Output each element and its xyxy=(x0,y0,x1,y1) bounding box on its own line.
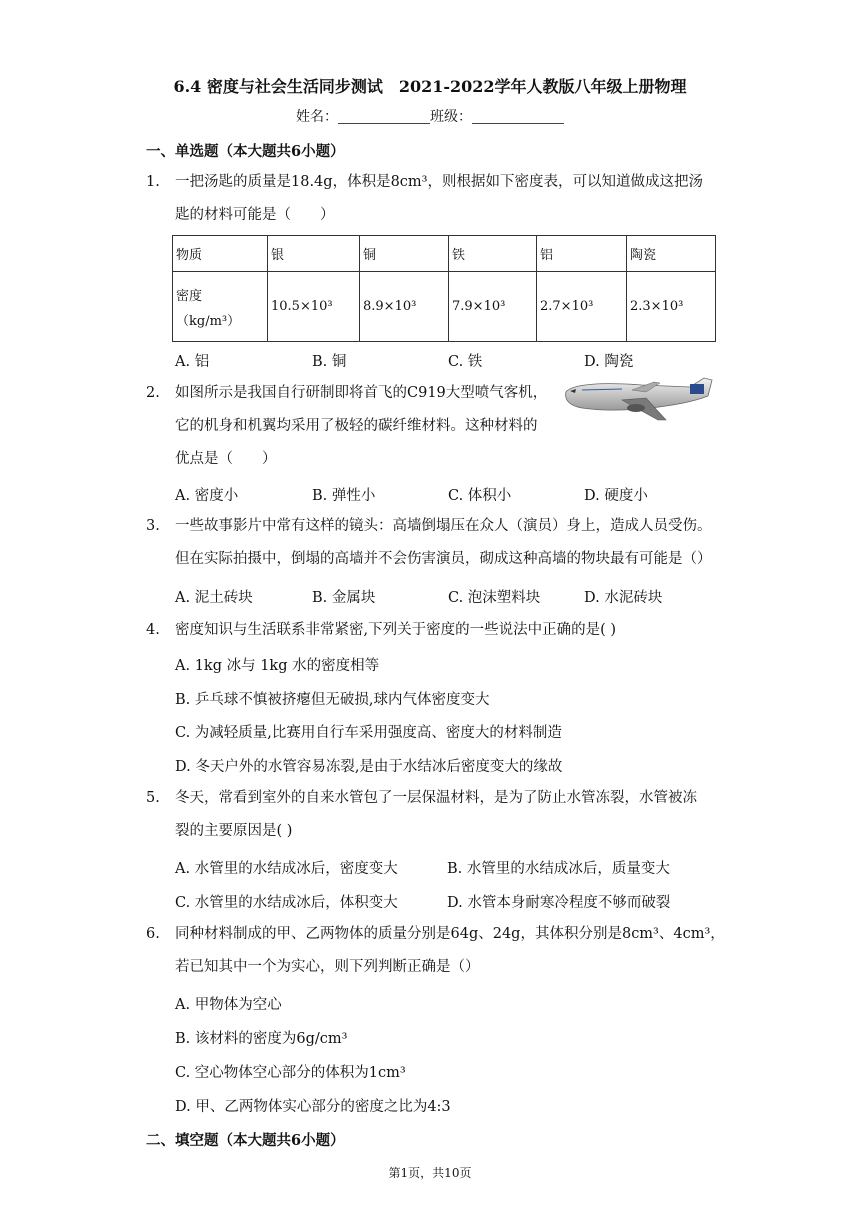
question-text: 裂的主要原因是( ) xyxy=(175,823,293,839)
option-c: C. 泡沫塑料块 xyxy=(448,590,541,606)
question-text: 一把汤匙的质量是18.4g，体积是8cm³，则根据如下密度表，可以知道做成这把汤 xyxy=(175,174,703,190)
option-d: D. 甲、乙两物体实心部分的密度之比为4:3 xyxy=(175,1099,451,1115)
page-footer: 第1页，共10页 xyxy=(388,1166,472,1180)
table-row-label xyxy=(173,272,268,342)
option-d: D. 陶瓷 xyxy=(584,354,634,370)
options-row xyxy=(175,350,735,376)
option-a: A. 甲物体为空心 xyxy=(175,997,282,1013)
option-b: B. 金属块 xyxy=(312,590,376,606)
option-a: A. 水管里的水结成冰后，密度变大 xyxy=(175,861,398,877)
question-text: 冬天，常看到室外的自来水管包了一层保温材料，是为了防止水管冻裂，水管被冻 xyxy=(175,790,697,806)
name-blank xyxy=(338,109,430,124)
page-title: 6.4 密度与社会生活同步测试 2021-2022学年人教版八年级上册物理 xyxy=(173,77,687,96)
density-table xyxy=(172,235,716,342)
question-text: 优点是（ ） xyxy=(175,451,277,467)
option-b: B. 该材料的密度为6g/cm³ xyxy=(175,1031,348,1047)
question-3 xyxy=(146,510,726,576)
options-row xyxy=(175,857,735,883)
options-row xyxy=(175,891,735,917)
question-text: 若已知其中一个为实心，则下列判断正确是（） xyxy=(175,959,480,975)
class-label: 班级： xyxy=(430,109,472,125)
question-text: 一些故事影片中常有这样的镜头：高墙倒塌压在众人（演员）身上，造成人员受伤。 xyxy=(175,518,712,534)
row-label-unit: （kg/m³） xyxy=(176,313,241,329)
option-a: A. 1kg 冰与 1kg 水的密度相等 xyxy=(175,658,380,674)
question-number: 2. xyxy=(146,385,160,401)
question-4 xyxy=(146,614,726,647)
option-d: D. 水管本身耐寒冷程度不够而破裂 xyxy=(447,895,671,911)
table-cell: 2.7×10³ xyxy=(537,272,627,342)
question-number: 1. xyxy=(146,174,160,190)
option-c: C. 为减轻质量,比赛用自行车采用强度高、密度大的材料制造 xyxy=(175,725,562,741)
question-text: 如图所示是我国自行研制即将首飞的C919大型喷气客机， xyxy=(175,385,548,401)
row-label-density: 密度 xyxy=(176,288,203,304)
option-d: D. 水泥砖块 xyxy=(584,590,663,606)
table-header-cell: 铁 xyxy=(449,236,537,272)
question-text: 但在实际拍摄中，倒塌的高墙并不会伤害演员，砌成这种高墙的物块最有可能是（） xyxy=(175,551,712,567)
option-b: B. 水管里的水结成冰后，质量变大 xyxy=(447,861,670,877)
table-header-cell: 陶瓷 xyxy=(627,236,716,272)
question-text: 匙的材料可能是（ ） xyxy=(175,207,335,223)
class-blank xyxy=(472,109,564,124)
option-b: B. 弹性小 xyxy=(312,488,376,504)
table-header-cell: 银 xyxy=(268,236,360,272)
option-a: A. 泥土砖块 xyxy=(175,590,253,606)
question-2 xyxy=(146,377,566,476)
question-5 xyxy=(146,782,726,848)
question-1 xyxy=(146,166,726,232)
table-cell: 7.9×10³ xyxy=(449,272,537,342)
options-row xyxy=(175,484,735,510)
option-a: A. 密度小 xyxy=(175,488,239,504)
option-b: B. 铜 xyxy=(312,354,347,370)
question-number: 6. xyxy=(146,926,160,942)
option-c: C. 铁 xyxy=(448,354,483,370)
table-header-cell: 物质 xyxy=(173,236,268,272)
question-6 xyxy=(146,918,726,984)
table-cell: 8.9×10³ xyxy=(360,272,449,342)
option-d: D. 冬天户外的水管容易冻裂,是由于水结冰后密度变大的缘故 xyxy=(175,759,563,775)
question-number: 5. xyxy=(146,790,160,806)
option-c: C. 空心物体空心部分的体积为1cm³ xyxy=(175,1065,406,1081)
section-heading-fill-blank: 二、填空题（本大题共6小题） xyxy=(146,1132,345,1149)
options-row xyxy=(175,586,735,612)
table-header-cell: 铜 xyxy=(360,236,449,272)
name-class-line xyxy=(0,106,860,126)
option-a: A. 铝 xyxy=(175,354,210,370)
question-text: 它的机身和机翼均采用了极轻的碳纤维材料。这种材料的 xyxy=(175,418,538,434)
question-text: 同种材料制成的甲、乙两物体的质量分别是64g、24g，其体积分别是8cm³、4cm³， xyxy=(175,926,725,942)
option-c: C. 水管里的水结成冰后，体积变大 xyxy=(175,895,398,911)
question-text: 密度知识与生活联系非常紧密,下列关于密度的一些说法中正确的是( ) xyxy=(175,622,617,638)
airplane-icon xyxy=(562,376,714,422)
question-number: 3. xyxy=(146,518,160,534)
option-b: B. 乒乓球不慎被挤瘪但无破损,球内气体密度变大 xyxy=(175,692,490,708)
question-number: 4. xyxy=(146,622,160,638)
table-cell: 2.3×10³ xyxy=(627,272,716,342)
option-c: C. 体积小 xyxy=(448,488,512,504)
name-label: 姓名： xyxy=(296,109,338,125)
section-heading-single-choice: 一、单选题（本大题共6小题） xyxy=(146,143,345,160)
option-d: D. 硬度小 xyxy=(584,488,648,504)
table-header-cell: 铝 xyxy=(537,236,627,272)
table-cell: 10.5×10³ xyxy=(268,272,360,342)
